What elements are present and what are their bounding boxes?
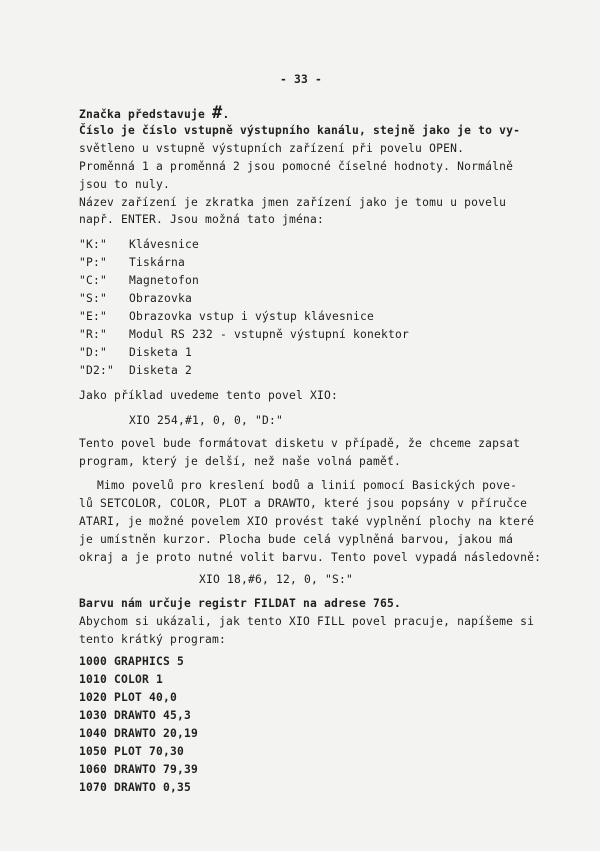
device-name: Disketa 2 (129, 364, 193, 377)
device-name: Magnetofon (129, 274, 200, 287)
device-code: "P:" (79, 256, 108, 269)
para1-line5: jsou to nuly. (79, 178, 171, 191)
para4-line1: Barvu nám určuje registr FILDAT na adrese 765. (79, 597, 402, 610)
device-code: "D:" (79, 346, 108, 359)
page-number: - 33 - (280, 73, 323, 86)
device-code: "C:" (79, 274, 108, 287)
program-line: 1020 PLOT 40,0 (79, 691, 178, 704)
para3-line3: ATARI, je možné povelem XIO provést také vyplnění plochy na které (79, 515, 535, 528)
para1-line3: světleno u vstupně výstupních zařízení při povelu OPEN. (79, 142, 465, 155)
device-name: Tiskárna (129, 256, 186, 269)
device-name: Obrazovka (129, 292, 193, 305)
program-line: 1040 DRAWTO 20,19 (79, 727, 199, 740)
device-name: Obrazovka vstup i výstup klávesnice (129, 310, 375, 323)
device-name: Klávesnice (129, 238, 200, 251)
para3-line1: Mimo povelů pro kreslení bodů a linií pomocí Basických pove- (97, 479, 518, 492)
para1-line1 (79, 103, 230, 123)
program-line: 1060 DRAWTO 79,39 (79, 763, 199, 776)
para1-line1-text: Značka představuje (79, 108, 206, 121)
para1-line7: např. ENTER. Jsou možná tato jména: (79, 213, 325, 226)
para1-line2: Číslo je číslo vstupně výstupního kanálu, stejně jako je to vy- (79, 124, 521, 137)
device-code: "E:" (79, 310, 108, 323)
device-code: "S:" (79, 292, 108, 305)
para1-line4: Proměnná 1 a proměnná 2 jsou pomocné číselné hodnoty. Normálně (79, 160, 514, 173)
para4-line2: Abychom si ukázali, jak tento XIO FILL povel pracuje, napíšeme si (79, 615, 535, 628)
para2-line1: Tento povel bude formátovat disketu v případě, že chceme zapsat (79, 437, 521, 450)
program-line: 1010 COLOR 1 (79, 673, 164, 686)
example-intro: Jako příklad uvedeme tento povel XIO: (79, 389, 339, 402)
para1-line1-period: . (222, 108, 230, 121)
program-line: 1000 GRAPHICS 5 (79, 655, 185, 668)
para3-line5: okraj a je proto nutné volit barvu. Tento povel vypadá následovně: (79, 551, 542, 564)
device-name: Disketa 1 (129, 346, 193, 359)
device-name: Modul RS 232 - vstupně výstupní konektor (129, 328, 410, 341)
device-code: "R:" (79, 328, 108, 341)
device-code: "D2:" (79, 364, 115, 377)
program-line: 1030 DRAWTO 45,3 (79, 709, 192, 722)
program-line: 1050 PLOT 70,30 (79, 745, 185, 758)
para4-line3: tento krátký program: (79, 633, 227, 646)
para3-line2: lů SETCOLOR, COLOR, PLOT a DRAWTO, které jsou popsány v příručce (79, 497, 528, 510)
para1-line6: Název zařízení je zkratka jmen zařízení jako je tomu u povelu (79, 196, 507, 209)
example-command: XIO 254,#1, 0, 0, "D:" (129, 414, 284, 427)
device-code: "K:" (79, 238, 108, 251)
fill-command: XIO 18,#6, 12, 0, "S:" (199, 573, 354, 586)
para3-line4: je umístněn kurzor. Plocha bude celá vyplněná barvou, jakou má (79, 533, 514, 546)
program-line: 1070 DRAWTO 0,35 (79, 781, 192, 794)
hash-symbol: # (212, 103, 223, 123)
para2-line2: program, který je delší, než naše volná paměť. (79, 455, 402, 468)
